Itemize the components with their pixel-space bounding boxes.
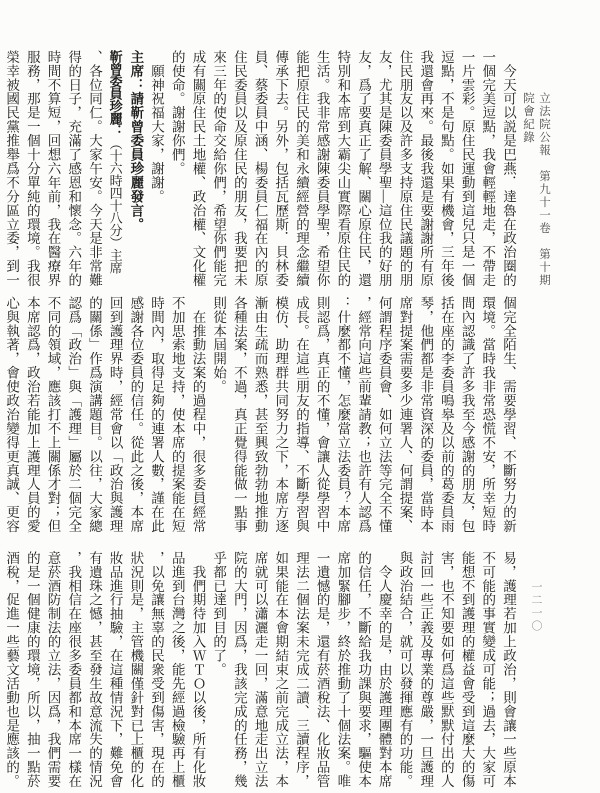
- text-register-middle: [0, 296, 518, 548]
- text-column: 認爲「政治」與「護理」屬於二個完全: [66, 296, 82, 534]
- text-column: 我們期待加入ＷＴＯ以後，所有化妝: [190, 551, 206, 789]
- text-column: 時間內，取得足夠的連署人數，謹在此: [149, 296, 165, 534]
- text-column: 員、蔡委員中涵、楊委員仁福在內的原: [252, 50, 268, 288]
- text-column: 不可能的事實變成可能；過去，大家可: [480, 551, 496, 789]
- text-column: 乎都已達到目的了。: [211, 551, 227, 677]
- text-column: 回到護理界時，經常會以「政治與護理: [107, 296, 123, 534]
- text-column: 妝品進行抽驗，在這種情況下，難免會: [107, 551, 123, 789]
- text-column: 榮幸被國民黨推舉爲不分區立委，到一: [4, 50, 20, 288]
- text-column: 得的日子，充滿了感恩和懷念。六年的: [66, 50, 82, 288]
- text-column: ，我相信在座很多委員都和本席一樣在: [66, 551, 82, 789]
- text-column: 心與執著，會使政治變得更真誠、更容: [4, 296, 20, 534]
- text-column: 個完全陌生、需要學習、不斷努力的新: [501, 296, 516, 534]
- text-column: 成長。在這些朋友的指導、不斷學習與: [293, 296, 309, 534]
- text-column: 席對提案需要多少連署人、何謂提案、: [397, 296, 413, 534]
- text-column: 意菸酒防制法的立法，因爲，我們需要: [45, 551, 61, 789]
- text-column: 靳曾委員珍麗：（十六時四十八分）主席: [107, 50, 123, 274]
- text-column: 則從本屆開始。: [211, 296, 227, 394]
- text-column: 逗點，不是句點。如果有機會，三年後: [438, 50, 454, 288]
- text-column: 的信任，不斷給我功課與要求，驅使本: [356, 551, 372, 789]
- text-column: 一遺憾的是，還有菸酒稅法、化妝品管: [314, 551, 330, 789]
- text-column: 何謂程序委員會、如何立法等完全不懂: [376, 296, 392, 534]
- text-column: 主席：請靳曾委員珍麗發言。: [128, 50, 144, 232]
- text-column: 害，也不知要如何爲這些默默付出的人: [438, 551, 454, 789]
- gazette-edition-header: 立法院公報 第九十一卷 第十期 院會紀錄: [522, 92, 550, 300]
- text-column: 的關係」作爲演講題目。以往，大家總: [86, 296, 102, 534]
- text-column: 各種法案，不過，真正覺得能做一點事: [231, 296, 247, 534]
- text-column: 環境。當時我非常恐慌不安，所幸短時: [480, 296, 496, 534]
- text-column: 、各位同仁。大家午安。今天是非常難: [86, 50, 102, 288]
- text-column: 能想不到護理的權益會受到這麼大的傷: [459, 551, 475, 789]
- text-column: 有遺珠之憾，甚至發生故意流失的情況: [86, 551, 102, 789]
- text-column: 生活。我非常感謝陳委員學聖，希望你: [314, 50, 330, 288]
- text-column: ，以免讓無辜的民衆受到傷害，現在的: [149, 551, 165, 789]
- text-column: 感謝各位委員的信任。從此之後，本席: [128, 296, 144, 534]
- text-column: 席就可以瀟灑走一回，滿意地走出立法: [252, 551, 268, 789]
- text-register-bottom: [0, 551, 518, 793]
- text-column: 時間不算短，回想六年前，我在醫療界: [45, 50, 61, 288]
- text-column: 討回一些正義及專業的尊嚴，一旦護理: [418, 551, 434, 789]
- text-column: 一片雲彩。原住民運動到這兒只是一個: [459, 50, 475, 288]
- text-column: 能把原住民的美和永續經營的理念繼續: [293, 50, 309, 288]
- text-column: 不同的領域，應該打不上關係才對；但: [45, 296, 61, 534]
- text-column: 理法二個法案未完成二讀、三讀程序，: [293, 551, 309, 789]
- text-column: 傳承下去。另外，包括瓦歷斯．貝林委: [273, 50, 289, 288]
- text-column: 成有關原住民土地權、政治權、文化權: [190, 50, 206, 288]
- text-column: 的使命。謝謝你們。: [169, 50, 185, 176]
- text-column: ：什麼都不懂，怎麼當立法委員？本席: [335, 296, 351, 534]
- text-column: 品進到台灣之後，能先經過檢驗再上櫃: [169, 551, 185, 789]
- text-column: 不加思索地支持，使本席的提案能在短: [169, 296, 185, 534]
- text-column: 在推動法案的過程中，很多委員經常: [190, 296, 206, 534]
- text-column: 席加緊腳步，終於推動了十個法案。唯: [335, 551, 351, 789]
- text-register-top: [0, 50, 518, 302]
- text-column: 漸由生疏而熟悉，甚至興致勃勃地推動: [252, 296, 268, 534]
- text-column: 住民朋友以及許多支持原住民議題的朋: [397, 50, 413, 288]
- text-column: 住民委員以及原住民的朋友，我要把未: [231, 50, 247, 288]
- text-column: 的是一個健康的環境，所以，抽一點菸: [24, 551, 40, 789]
- text-column: 我還會再來。最後我還是要謝謝所有原: [418, 50, 434, 288]
- text-column: 模仿、助理群共同努力之下，本席方逐: [273, 296, 289, 534]
- text-column: 狀況則是，主管機關僅針對已上櫃的化: [128, 551, 144, 789]
- text-column: 則認爲，真正的不懂，會讓人從學習中: [314, 296, 330, 534]
- text-column: 友，爲了要真正了解、關心原住民，還: [356, 50, 372, 288]
- text-column: 與政治結合，就可以發揮應有的功能。: [397, 551, 413, 789]
- text-column: 服務，那是一個十分單純的環境。我很: [24, 50, 40, 288]
- text-column: 易，護理若加上政治，則會讓一些原本: [501, 551, 516, 789]
- text-column: 如果能在本會期結束之前完成立法，本: [273, 551, 289, 789]
- text-column: 友，尤其是陳委員學聖—這位我的好朋: [376, 50, 392, 288]
- text-column: 特別和本席到大霸尖山實際看原住民的: [335, 50, 351, 288]
- text-column: 本席認爲，政治若能加上護理人員的愛: [24, 296, 40, 534]
- text-column: 酒稅，促進一些藝文活動也是應該的。: [4, 551, 20, 789]
- text-column: 間內認識了許多我至今感謝的朋友，包: [459, 296, 475, 534]
- text-column: 願神祝福大家，謝謝。: [149, 50, 165, 204]
- text-column: 來三年的使命交給你們，希望你們能完: [211, 50, 227, 288]
- text-column: 琴，他們都是非常資深的委員，當時本: [418, 296, 434, 534]
- text-column: 一個完美逗點，我會輕輕地走，不帶走: [480, 50, 496, 288]
- text-column: 院的大門，因爲，我該完成的任務，幾: [231, 551, 247, 789]
- page-number: 一二一〇: [530, 581, 542, 633]
- text-column: 今天可以説是巴燕．達魯在政治圈的: [501, 50, 516, 288]
- text-column: 令人慶幸的是，由於護理團體對本席: [376, 551, 392, 789]
- text-column: ，經常向這些前輩請教；也許有人認爲: [356, 296, 372, 534]
- text-column: 括在座的李委員鳴皋及以前的葛委員雨: [438, 296, 454, 534]
